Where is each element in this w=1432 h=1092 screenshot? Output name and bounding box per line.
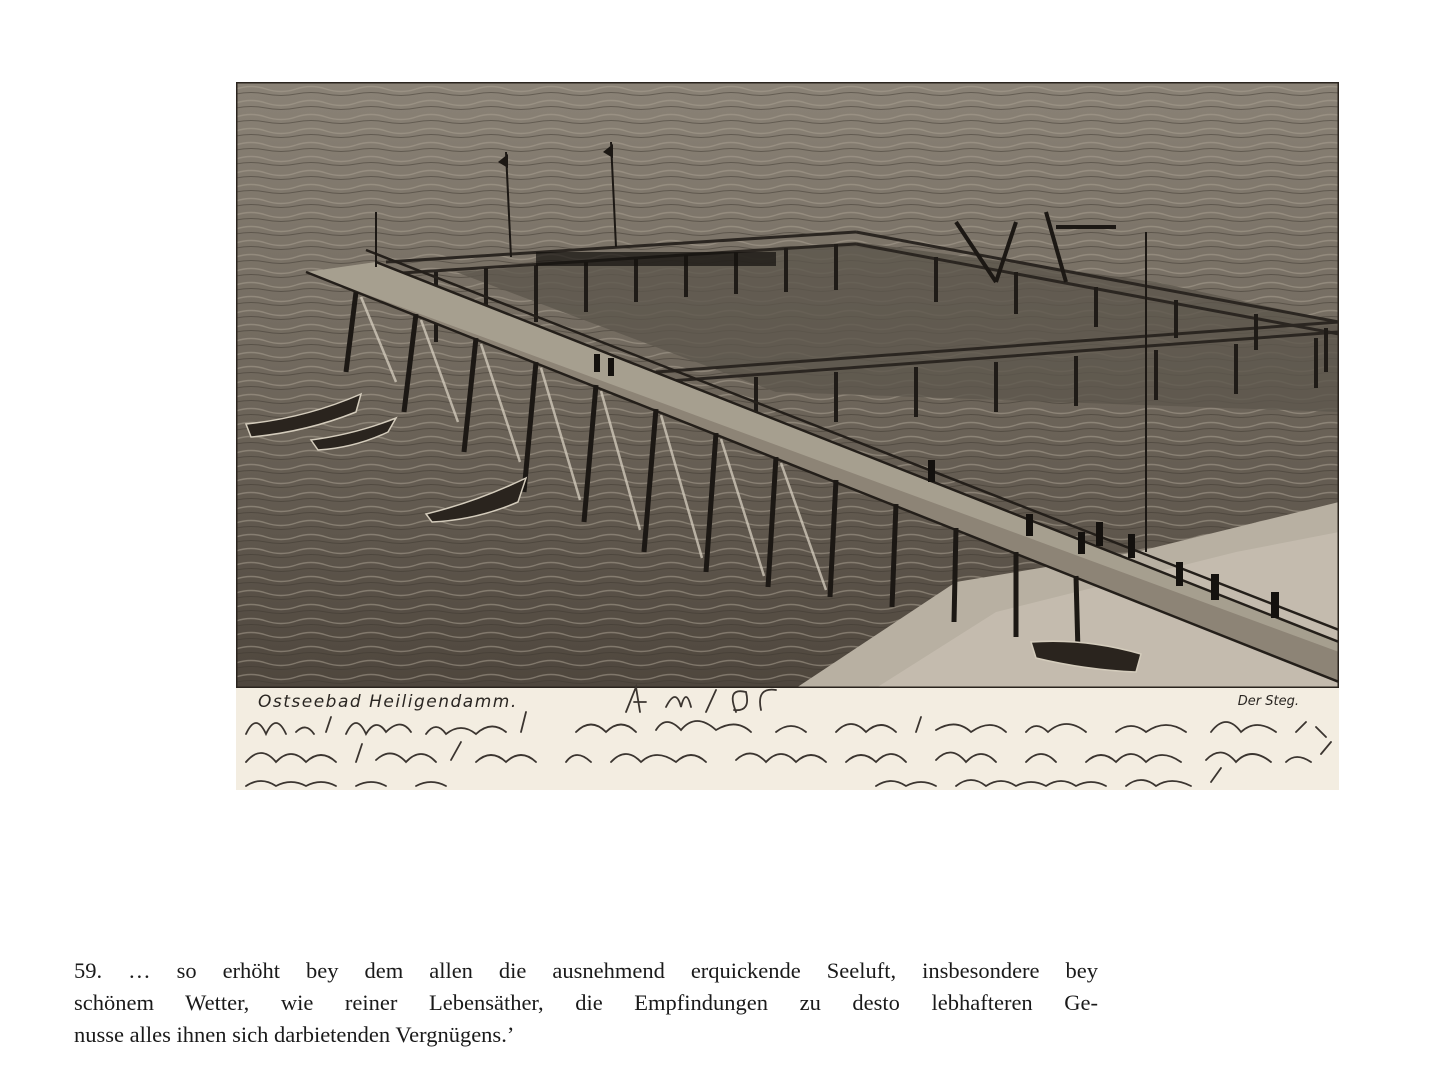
caption-line: nusse alles ihnen sich darbietenden Vergnügens.’ bbox=[74, 1022, 515, 1047]
postcard-printed-title: Ostseebad Heiligendamm. bbox=[258, 692, 518, 712]
pier-photograph bbox=[236, 82, 1339, 688]
postcard-image bbox=[236, 82, 1339, 790]
caption-line: 59. … so erhöht bey dem allen die ausnehmend erquickende Seeluft, insbesondere bey bbox=[74, 958, 1098, 983]
handwritten-greeting bbox=[236, 682, 1339, 790]
caption-line: schönem Wetter, wie reiner Lebensäther, die Empfindungen zu desto lebhafteren Ge- bbox=[74, 990, 1098, 1015]
postcard-printed-subtitle: Der Steg. bbox=[1237, 694, 1299, 709]
figure-caption bbox=[74, 955, 1098, 1051]
